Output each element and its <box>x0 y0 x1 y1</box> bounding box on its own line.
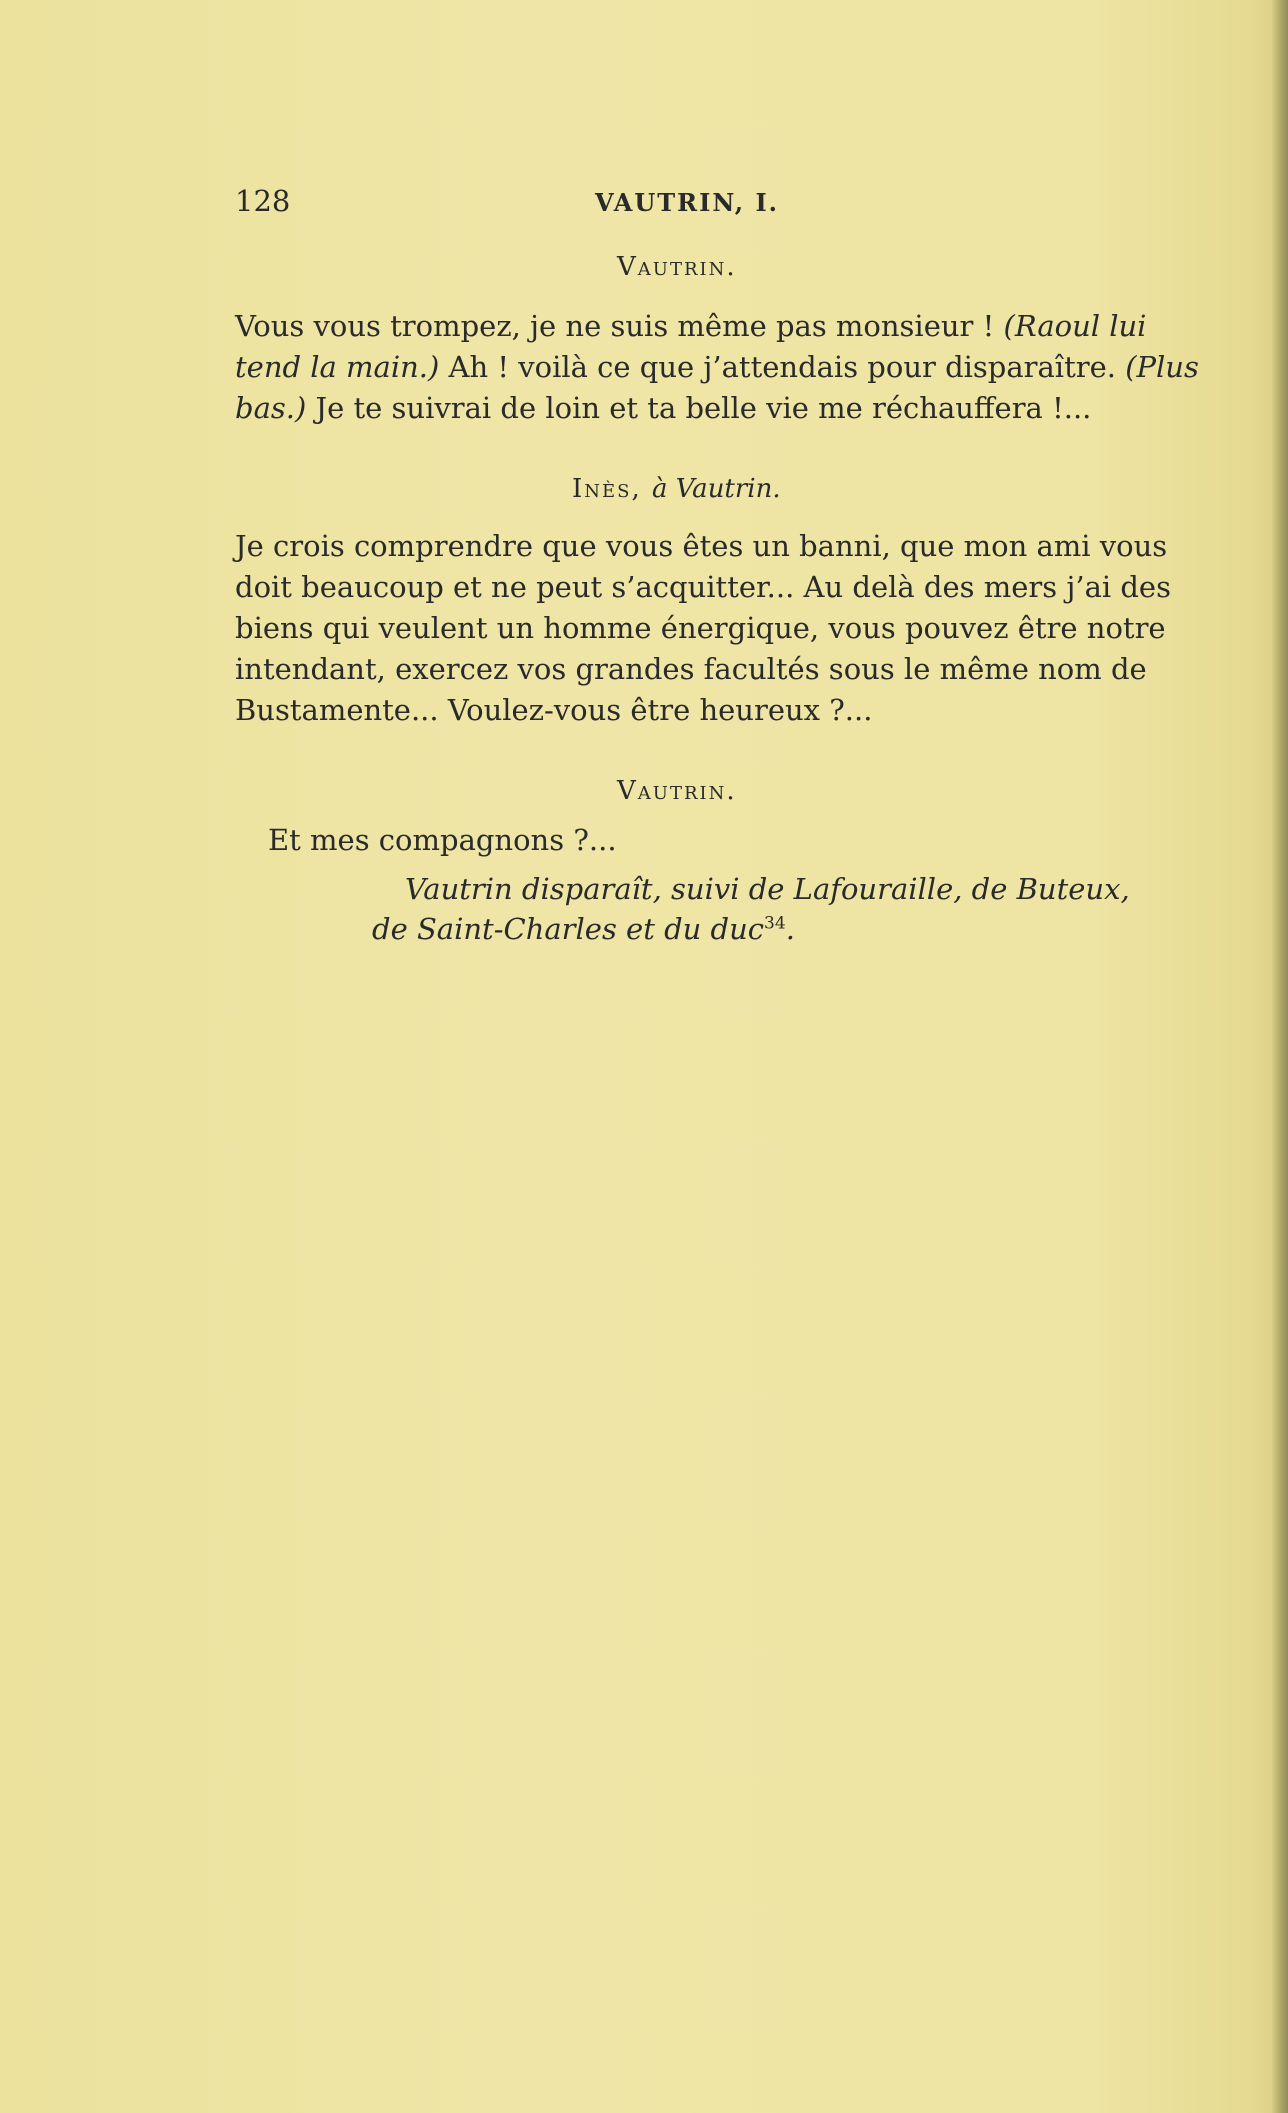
speech-line: biens qui veulent un homme énergique, vous pouvez être notre <box>235 611 1166 645</box>
footnote-reference: 34 <box>764 913 786 934</box>
speech-text: Et mes compagnons ?... <box>268 823 617 857</box>
speech-line: Je crois comprendre que vous êtes un banni, que mon ami vous <box>235 529 1168 563</box>
stage-direction: (Raoul lui <box>1003 309 1147 343</box>
speaker-name: Inès, <box>572 474 642 504</box>
page-number: 128 <box>235 184 291 218</box>
speech-line <box>235 347 1199 388</box>
stage-direction: bas.) <box>235 391 307 425</box>
vautrin-speech-2 <box>268 820 1168 861</box>
running-title: VAUTRIN, I. <box>595 188 780 217</box>
stage-direction-line <box>372 912 795 946</box>
stage-direction-line: Vautrin disparaît, suivi de Lafouraille, de Buteux, <box>405 872 1130 906</box>
page-edge-shadow <box>1272 0 1288 2113</box>
speaker-vautrin-2: Vautrin. <box>617 776 737 806</box>
page-header <box>235 184 1135 224</box>
speech-text: Vous vous trompez, je ne suis même pas monsieur ! <box>235 309 1004 343</box>
speech-line <box>235 306 1147 347</box>
stage-direction: (Plus <box>1125 350 1199 384</box>
speech-line: Bustamente... Voulez-vous être heureux ?... <box>235 693 873 727</box>
speech-text: Je te suivrai de loin et ta belle vie me réchauffera !... <box>306 391 1092 425</box>
stage-direction: à Vautrin. <box>652 474 781 504</box>
speaker-ines <box>572 474 781 504</box>
speech-line: intendant, exercez vos grandes facultés sous le même nom de <box>235 652 1147 686</box>
stage-text: de Saint-Charles et du duc <box>372 912 765 946</box>
speech-line <box>235 388 1135 429</box>
speech-text: Ah ! voilà ce que j’attendais pour disparaître. <box>439 350 1126 384</box>
stage-direction: tend la main.) <box>235 350 440 384</box>
stage-text: . <box>785 912 795 946</box>
vautrin-speech-1 <box>235 306 1199 429</box>
speaker-vautrin-1: Vautrin. <box>617 252 737 282</box>
speech-line: doit beaucoup et ne peut s’acquitter... Au delà des mers j’ai des <box>235 570 1171 604</box>
ines-speech <box>235 526 1171 731</box>
